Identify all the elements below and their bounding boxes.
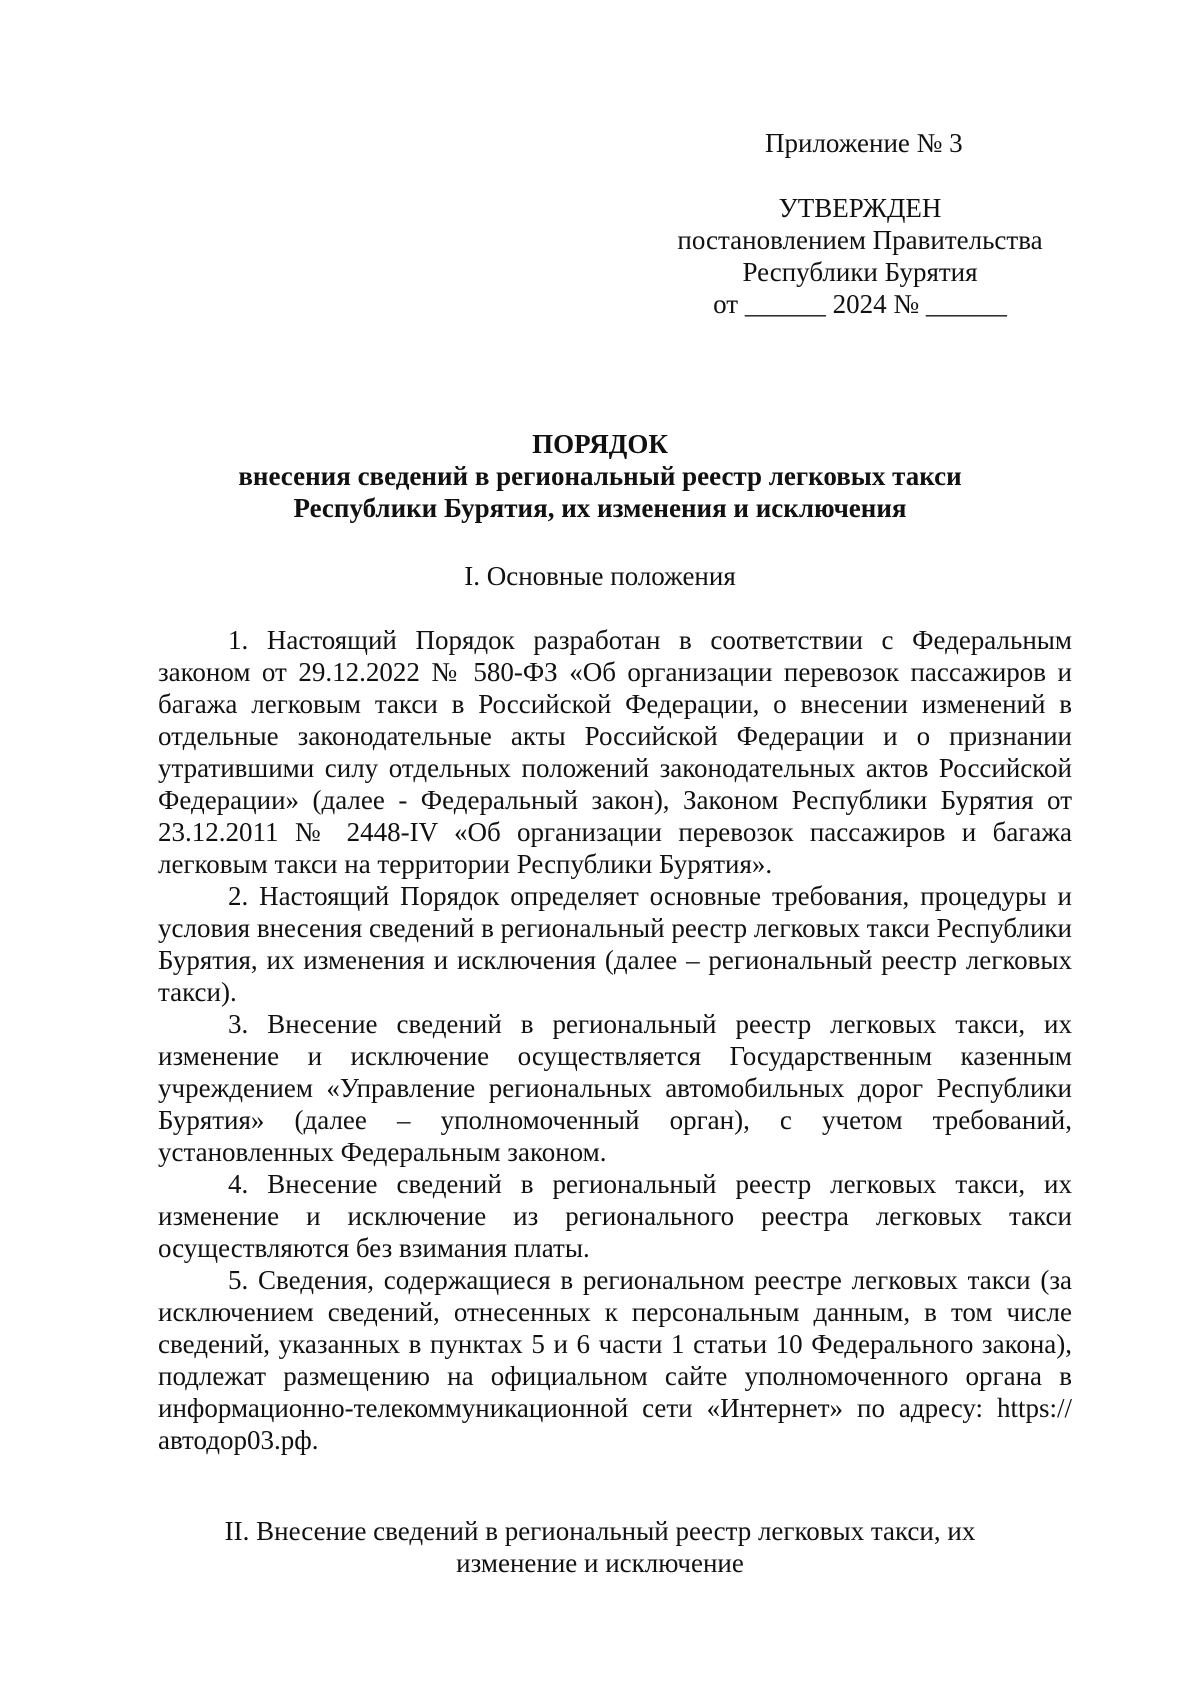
section-1-body	[158, 624, 1072, 1456]
section-1-heading-text: I. Основные положения	[464, 561, 736, 591]
paragraph-4: 4. Внесение сведений в региональный реестр легковых такси, их изменение и исключение из регионального реестра легковых такси осуществляются без взимания платы.	[158, 1169, 1072, 1263]
document-title: ПОРЯДОК	[532, 429, 668, 459]
section-2-heading-line-1: II. Внесение сведений в региональный реестр легковых такси, их	[224, 1516, 976, 1546]
paragraph-5: 5. Сведения, содержащиеся в региональном реестре легковых такси (за исключением сведений, отнесенных к персональным данным, в том числе сведений, указанных в пунктах 5 и 6 части 1 статьи 10 Федерального закона), подлежат размещению на официальном сайте уполномоченного органа в информационно-телекоммуникационной сети «Интернет» по адресу: https://автодор03.рф.	[158, 1265, 1072, 1455]
document-subtitle-line-2: Республики Бурятия, их изменения и исключения	[293, 493, 907, 523]
approval-authority: постановлением Правительства	[677, 225, 1043, 255]
section-2-heading-line-2: изменение и исключение	[456, 1548, 744, 1578]
approval-status: УТВЕРЖДЕН	[778, 193, 942, 223]
section-2-heading	[150, 1515, 1050, 1579]
paragraph-1: 1. Настоящий Порядок разработан в соответствии с Федеральным законом от 29.12.2022 № 580-ФЗ «Об организации перевозок пассажиров и багажа легковым такси в Российской Федерации, о внесении изменений в отдельные законодательные акты Российской Федерации и о признании утратившими силу отдельных положений законодательных актов Российской Федерации» (далее - Федеральный закон), Законом Республики Бурятия от 23.12.2011 № 2448-IV «Об организации перевозок пассажиров и багажа легковым такси на территории Республики Бурятия».	[158, 625, 1072, 879]
section-1-heading	[150, 560, 1050, 592]
document-subtitle-line-1: внесения сведений в региональный реестр легковых такси	[238, 461, 962, 491]
approval-region: Республики Бурятия	[742, 257, 978, 287]
paragraph-2: 2. Настоящий Порядок определяет основные требования, процедуры и условия внесения сведений в региональный реестр легковых такси Республики Бурятия, их изменения и исключения (далее – региональный реестр легковых такси).	[158, 881, 1072, 1007]
approval-date-number: от ______ 2024 № ______	[713, 289, 1007, 319]
approval-stamp-block	[660, 192, 1060, 320]
appendix-label: Приложение № 3	[765, 128, 963, 158]
document-title-block	[150, 428, 1050, 524]
paragraph-3: 3. Внесение сведений в региональный реестр легковых такси, их изменение и исключение осуществляется Государственным казенным учреждением «Управление региональных автомобильных дорог Республики Бурятия» (далее – уполномоченный орган), с учетом требований, установленных Федеральным законом.	[158, 1009, 1072, 1167]
